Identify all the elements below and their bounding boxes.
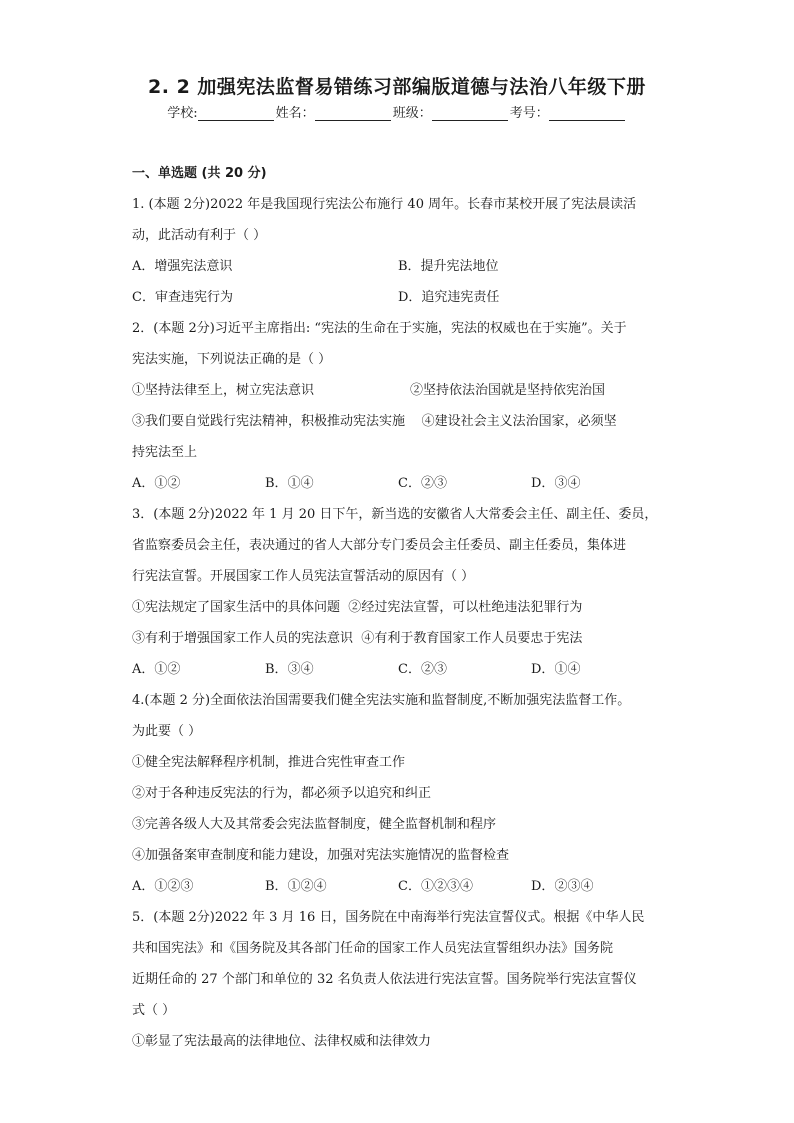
question-2 [132,313,664,499]
q4-statement-3: ③完善各级人大及其常委会宪法监督制度，健全监督机制和程序 [132,817,497,832]
q3-stem-line: 3．(本题 2分)2022 年 1 月 20 日下午，新当选的安徽省人大常委会主任、副主任、委员， [132,507,658,522]
q4-option-b[interactable]: B．①②④ [265,879,327,894]
question-3 [132,499,664,685]
q2-option-d[interactable]: D．③④ [531,476,581,491]
q1-option-c[interactable]: C．审查违宪行为 [132,290,233,305]
q2-statement-2: ②坚持依法治国就是坚持依宪治国 [410,383,606,398]
class-label: 班级： [392,106,432,121]
q2-stem-line: 宪法实施，下列说法正确的是（ ） [132,352,332,367]
name-blank [315,106,391,121]
q3-option-c[interactable]: C．②③ [398,662,447,677]
school-blank [198,106,274,121]
q3-option-b[interactable]: B．③④ [265,662,314,677]
q4-statement-4: ④加强备案审查制度和能力建设，加强对宪法实施情况的监督检查 [132,848,510,863]
q1-options-row [132,282,664,313]
q2-option-c[interactable]: C．②③ [398,476,447,491]
exam-number-blank [549,106,625,121]
q3-option-a[interactable]: A．①② [132,662,181,677]
q1-option-b[interactable]: B．提升宪法地位 [398,259,499,274]
q3-options-row [132,654,664,685]
school-field [167,102,275,121]
school-label: 学校: [167,106,198,121]
q5-stem-line: 共和国宪法》和《国务院及其各部门任命的国家工作人员宪法宣誓组织办法》国务院 [132,941,614,956]
exam-number-label: 考号： [509,106,549,121]
q3-statement-2: 经过宪法宣誓，可以杜绝违法犯罪行为 [361,600,583,615]
class-field [393,102,510,121]
question-1 [132,189,664,313]
name-field [276,102,393,121]
q2-statement-1: ①坚持法律至上，树立宪法意识 [132,383,315,398]
q5-stem-line: 近期任命的 27 个部门和单位的 32 名负责人依法进行宪法宣誓。国务院举行宪法宣誓仪 [132,972,637,987]
q2-statements-row [132,375,664,406]
q2-options-row [132,468,664,499]
q3-statements-row: ①宪法规定了国家生活中的具体问题 ②经过宪法宣誓，可以杜绝违法犯罪行为 [132,600,583,615]
q4-options-row [132,871,664,902]
q2-statement-4: 建设社会主义法治国家，必须坚 [434,414,617,429]
q1-stem-line: 动，此活动有利于（ ） [132,228,267,243]
q4-statement-1: ①健全宪法解释程序机制，推进合宪性审查工作 [132,755,406,770]
q3-statement-1: 宪法规定了国家生活中的具体问题 [145,600,341,615]
q5-stem-line: 式（ ） [132,1003,176,1018]
question-4 [132,685,664,902]
q2-statement-3: 我们要自觉践行宪法精神，积极推动宪法实施 [145,414,406,429]
q1-stem-line: 1. (本题 2分)2022 年是我国现行宪法公布施行 40 周年。长春市某校开展了宪法晨读活 [132,197,637,212]
student-info-row [0,102,794,121]
q1-option-a[interactable]: A．增强宪法意识 [132,259,233,274]
q3-statement-3: 有利于增强国家工作人员的宪法意识 [145,631,354,646]
q4-option-a[interactable]: A．①②③ [132,879,194,894]
q4-stem-line: 4.(本题 2 分)全面依法治国需要我们健全宪法实施和监督制度,不断加强宪法监督工作。 [132,693,631,708]
q2-stem-line: 2．(本题 2分)习近平主席指出: “宪法的生命在于实施，宪法的权威也在于实施”。关于 [132,321,627,336]
q3-statement-4: 有利于教育国家工作人员要忠于宪法 [374,631,583,646]
q5-stem-line: 5．(本题 2分)2022 年 3 月 16 日，国务院在中南海举行宪法宣誓仪式。根据《中华人民 [132,910,645,925]
q3-stem-line: 行宪法宣誓。开展国家工作人员宪法宣誓活动的原因有（ ） [132,569,475,584]
q3-statements-row: ③有利于增强国家工作人员的宪法意识 ④有利于教育国家工作人员要忠于宪法 [132,631,583,646]
q4-option-d[interactable]: D．②③④ [531,879,594,894]
q4-stem-line: 为此要（ ） [132,724,202,739]
q1-option-d[interactable]: D．追究违宪责任 [398,290,500,305]
q2-option-b[interactable]: B．①④ [265,476,314,491]
exam-number-field [510,102,627,121]
question-content [132,158,664,1057]
q2-statements-row: ③我们要自觉践行宪法精神，积极推动宪法实施 ④建设社会主义法治国家，必须坚 [132,414,617,429]
q3-stem-line: 省监察委员会主任，表决通过的省人大部分专门委员会主任委员、副主任委员，集体进 [132,538,627,553]
q2-option-a[interactable]: A．①② [132,476,181,491]
q4-statement-2: ②对于各种违反宪法的行为，都必须予以追究和纠正 [132,786,432,801]
class-blank [432,106,508,121]
q5-statement-1: ①彰显了宪法最高的法律地位、法律权威和法律效力 [132,1034,432,1049]
page-title: 2. 2 加强宪法监督易错练习部编版道德与法治八年级下册 [148,76,646,98]
name-label: 姓名： [275,106,315,121]
section-heading: 一、单选题 (共 20 分) [132,166,267,181]
q3-option-d[interactable]: D．①④ [531,662,581,677]
question-5 [132,902,664,1057]
q4-option-c[interactable]: C．①②③④ [398,879,474,894]
q2-statement-4-cont: 持宪法至上 [132,445,198,460]
q1-options-row [132,251,664,282]
